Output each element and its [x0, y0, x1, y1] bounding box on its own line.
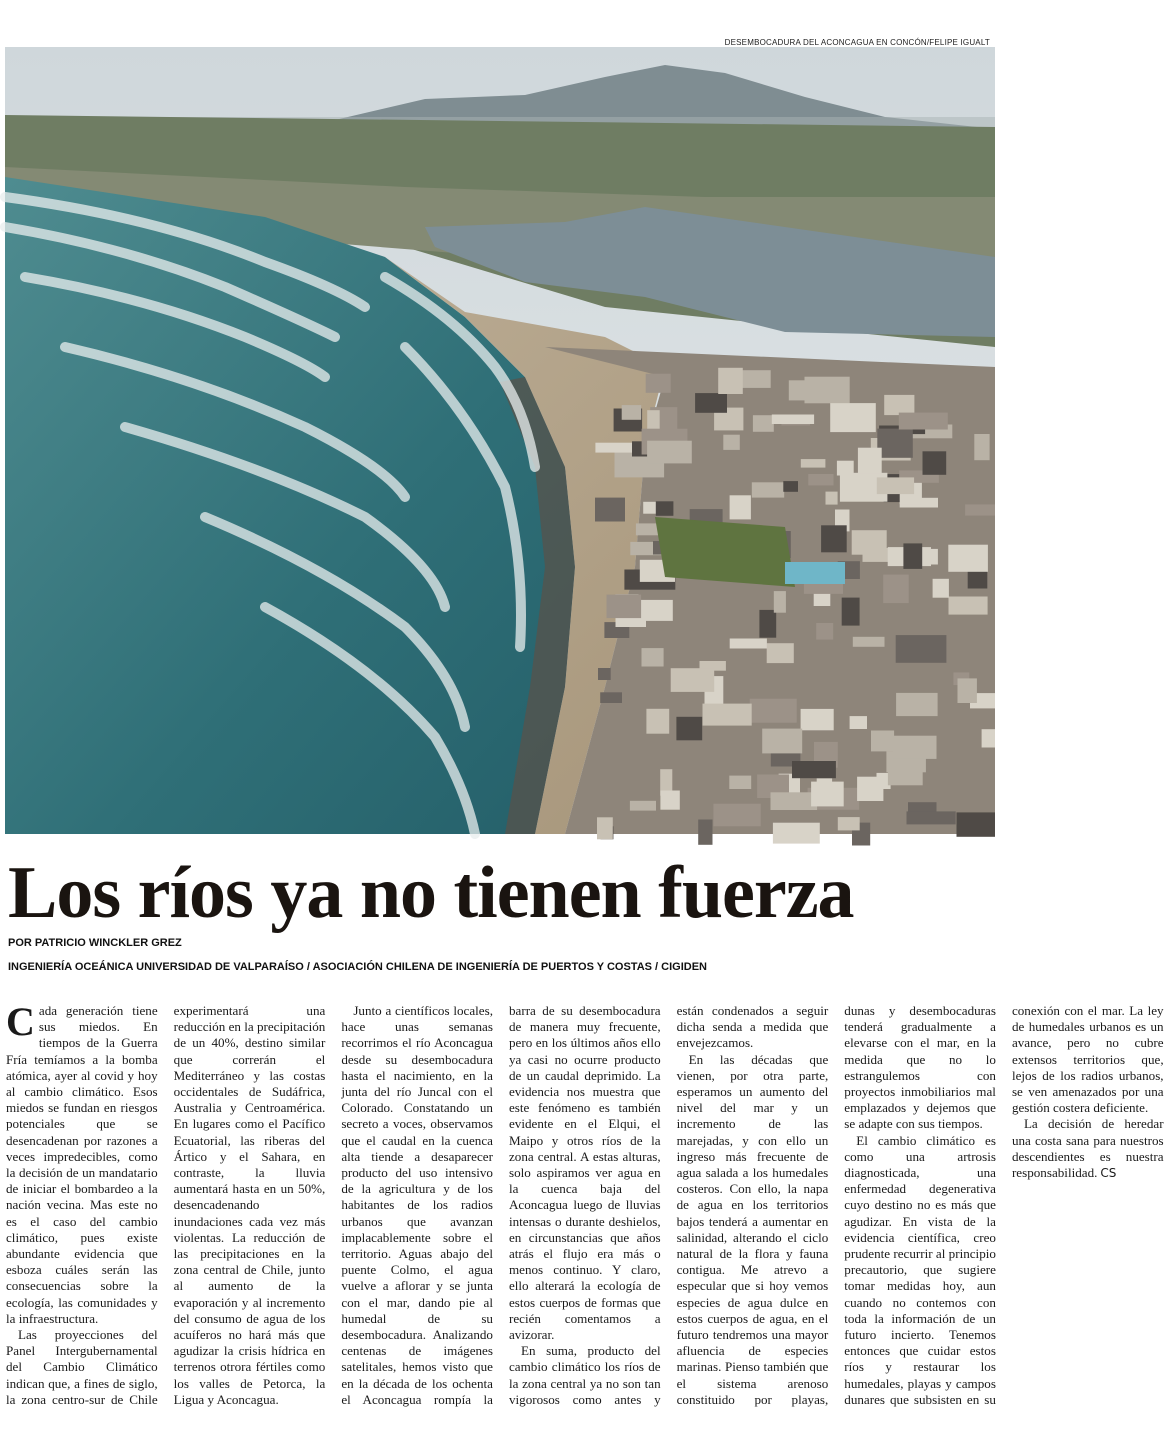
- building: [877, 477, 914, 494]
- paragraph: [6, 999, 158, 1327]
- building: [826, 492, 838, 505]
- building: [752, 482, 784, 497]
- building: [899, 413, 948, 430]
- building: [884, 395, 914, 415]
- building: [948, 545, 988, 572]
- building: [908, 802, 937, 812]
- paragraph: Las proyecciones del Panel Intergubernamental del Cambio Climático indican que, a fines de siglo, la zona centro-sur de Chile experimentará una reducción en la precipitación de un 40%, destino similar que correrán el Mediterráneo y las costas occidentales de Sudáfrica, Australia y Centroamérica. En lugares como el Pacífico Ecuatorial, las riberas del Ártico y el Sahara, en contraste, la lluvia aumentará hasta en un 50%, desencadenando inundaciones cada vez más violentas. La reducción de las precipitaciones en la zona central de Chile, junto al aumento de la evaporación y al incremento del consumo de agua de los acuíferos no hará más que agudizar la crisis hídrica en terrenos otrora fértiles como los valles de Petorca, la Ligua y Aconcagua.: [6, 1003, 326, 1407]
- building: [759, 610, 776, 638]
- building: [607, 595, 642, 619]
- paragraph: Junto a científicos locales, hace unas semanas recorrimos el río Aconcagua desde su desembocadura hasta el nacimiento, en la junta del río Juncal con el Colorado. Constatando un secreto a voces, observamos que el caudal en la cuenca alta tiende a desaparecer producto del uso intensivo de la agricultura y de los habitantes de los radios urbanos que avanzan implacablemente sobre el territorio. Aguas abajo del puente Colmo, el agua vuelve a aflorar y se junta con el mar, dando pie al humedal de su desembocadura. Analizando centenas de imágenes satelitales, hemos visto que en la década de los ochenta el Aconcagua rompía la barra de su desembocadura de manera muy frecuente, pero en los últimos años ello ya casi no ocurre producto de un caudal deprimido. La evidencia nos muestra que este fenómeno es también evidente en el Elqui, el Maipo y otros ríos de la zona central. A estas alturas, solo aspiramos ver agua en la cuenca baja del Aconcagua luego de lluvias intensas o durante deshielos, en circunstancias que años atrás el flujo era más o menos continuo. Y claro, ello alterará la ecología de estos cuerpos de formas que recién comentamos a avizorar.: [341, 1003, 661, 1407]
- building: [968, 571, 988, 588]
- building: [773, 823, 820, 844]
- building: [871, 731, 894, 752]
- headline: Los ríos ya no tienen fuerza: [8, 852, 854, 934]
- building: [933, 579, 949, 598]
- byline: POR PATRICIO WINCKLER GREZ: [8, 937, 182, 949]
- building: [676, 717, 702, 741]
- building: [772, 415, 814, 425]
- building: [753, 415, 774, 432]
- building: [723, 435, 740, 450]
- building: [595, 498, 625, 522]
- building: [730, 495, 751, 519]
- building: [801, 709, 834, 730]
- building: [646, 709, 669, 734]
- building: [896, 635, 947, 663]
- building: [830, 403, 876, 432]
- building: [811, 782, 844, 807]
- building: [958, 678, 977, 703]
- building: [957, 812, 996, 836]
- drop-cap: C: [6, 999, 35, 1044]
- building: [695, 393, 727, 413]
- building: [821, 525, 847, 552]
- building: [837, 461, 854, 476]
- end-mark: CS: [1100, 1166, 1117, 1181]
- paragraph: [1012, 1116, 1164, 1181]
- paragraph-text: ada generación tiene sus miedos. En tiempos de la Guerra Fría temíamos a la bomba atómica, ayer al covid y hoy al cambio climático. Esos miedos se fundan en riesgos potenciales que se desencadenan por razones a veces impredecibles, como la decisión de un mandatario de iniciar el bombardeo a la nación vecina. Mas este no es el caso del cambio climático, pues existe abundante evidencia que esboza cuáles serán las consecuencias sobre la ecología, las comunidades y la infraestructura.: [6, 1003, 158, 1326]
- building: [896, 693, 938, 716]
- building: [974, 434, 989, 460]
- building: [982, 729, 995, 747]
- building: [804, 584, 843, 594]
- building: [642, 648, 664, 666]
- building: [893, 736, 937, 759]
- building: [622, 405, 642, 420]
- swimming-pool: [785, 562, 845, 584]
- building: [630, 801, 656, 811]
- building: [789, 380, 819, 400]
- building: [762, 729, 802, 754]
- building: [771, 792, 818, 810]
- building: [801, 459, 826, 468]
- building: [852, 530, 887, 555]
- building: [838, 817, 860, 830]
- building: [767, 643, 794, 663]
- aerial-scene: [5, 47, 995, 834]
- building: [671, 668, 715, 692]
- building: [656, 501, 674, 516]
- building: [808, 474, 833, 485]
- building: [792, 761, 836, 778]
- building: [750, 699, 797, 723]
- building: [877, 429, 913, 458]
- building: [730, 639, 767, 649]
- building: [907, 811, 956, 824]
- building: [718, 368, 743, 394]
- building: [816, 623, 833, 640]
- building: [698, 820, 712, 845]
- building: [774, 591, 786, 613]
- building: [783, 481, 798, 492]
- building: [903, 543, 922, 569]
- building: [858, 448, 882, 474]
- building: [647, 441, 692, 464]
- paragraph: En las décadas que vienen, por otra parte, esperamos un aumento del nivel del mar y un incremento de las marejadas, y con ello un ingreso más frecuente de agua salada a los humedales costeros. Con ello, la napa de agua en los territorios bajos tenderá a aumentar en salinidad, alterando el ciclo natural de la flora y fauna contigua. Me atrevo a especular que si hoy vemos especies de agua dulce en estos cuerpos de agua, en el futuro tendremos una mayor afluencia de especies marinas. Pienso también que el sistema arenoso constituido por playas, dunas y desembocaduras tenderá gradualmente a elevarse con el mar, en la medida que no lo estrangulemos con proyectos inmobiliarios mal emplazados y dejemos que se adapte con sus tiempos.: [676, 1003, 996, 1407]
- article-body: [6, 999, 1164, 1415]
- building: [965, 504, 995, 515]
- building: [660, 791, 679, 810]
- building: [883, 575, 909, 604]
- building: [923, 451, 947, 475]
- paragraph: El cambio climático es como una artrosis diagnosticada, una enfermedad degenerativa cuyo destino no es más que agudizar. En vista de la evidencia científica, creo prudente recurrir al principio precautorio, que sugiere tomar medidas hoy, aun cuando no contemos con toda la información de un futuro incierto. Tenemos entonces que cuidar estos ríos y restaurar los humedales, playas y campos dunares que subsisten en su conexión con el mar. La ley de humedales urbanos es un avance, pero no cubre extensos territorios que, lejos de los radios urbanos, se ven amenazados por una gestión costera deficiente.: [844, 1003, 1164, 1407]
- aerial-photo: [5, 47, 995, 834]
- building: [597, 817, 613, 839]
- building: [949, 597, 988, 615]
- paragraph-text: La decisión de heredar una costa sana para nuestros descendientes es nuestra responsabilidad.: [1011, 1116, 1164, 1181]
- building: [814, 593, 831, 606]
- building: [842, 598, 860, 626]
- building: [703, 704, 752, 726]
- building: [729, 776, 751, 789]
- building: [598, 668, 611, 680]
- building: [600, 692, 622, 703]
- building: [853, 637, 885, 647]
- author-affiliation: INGENIERÍA OCEÁNICA UNIVERSIDAD DE VALPARAÍSO / ASOCIACIÓN CHILENA DE INGENIERÍA DE PUERTOS Y COSTAS / CIGIDEN: [8, 961, 707, 973]
- paragraph: En suma, producto del cambio climático los ríos de la zona central ya no son tan vigorosos como antes y están condenados a seguir dicha senda a medida que envejezcamos.: [508, 1003, 829, 1407]
- building: [850, 716, 867, 729]
- building: [595, 443, 632, 453]
- building: [646, 374, 671, 393]
- building: [713, 804, 760, 827]
- green-lawn: [655, 517, 795, 587]
- photo-credit: DESEMBOCADURA DEL ACONCAGUA EN CONCÓN/FELIPE IGUALT: [724, 38, 990, 47]
- building: [857, 777, 883, 801]
